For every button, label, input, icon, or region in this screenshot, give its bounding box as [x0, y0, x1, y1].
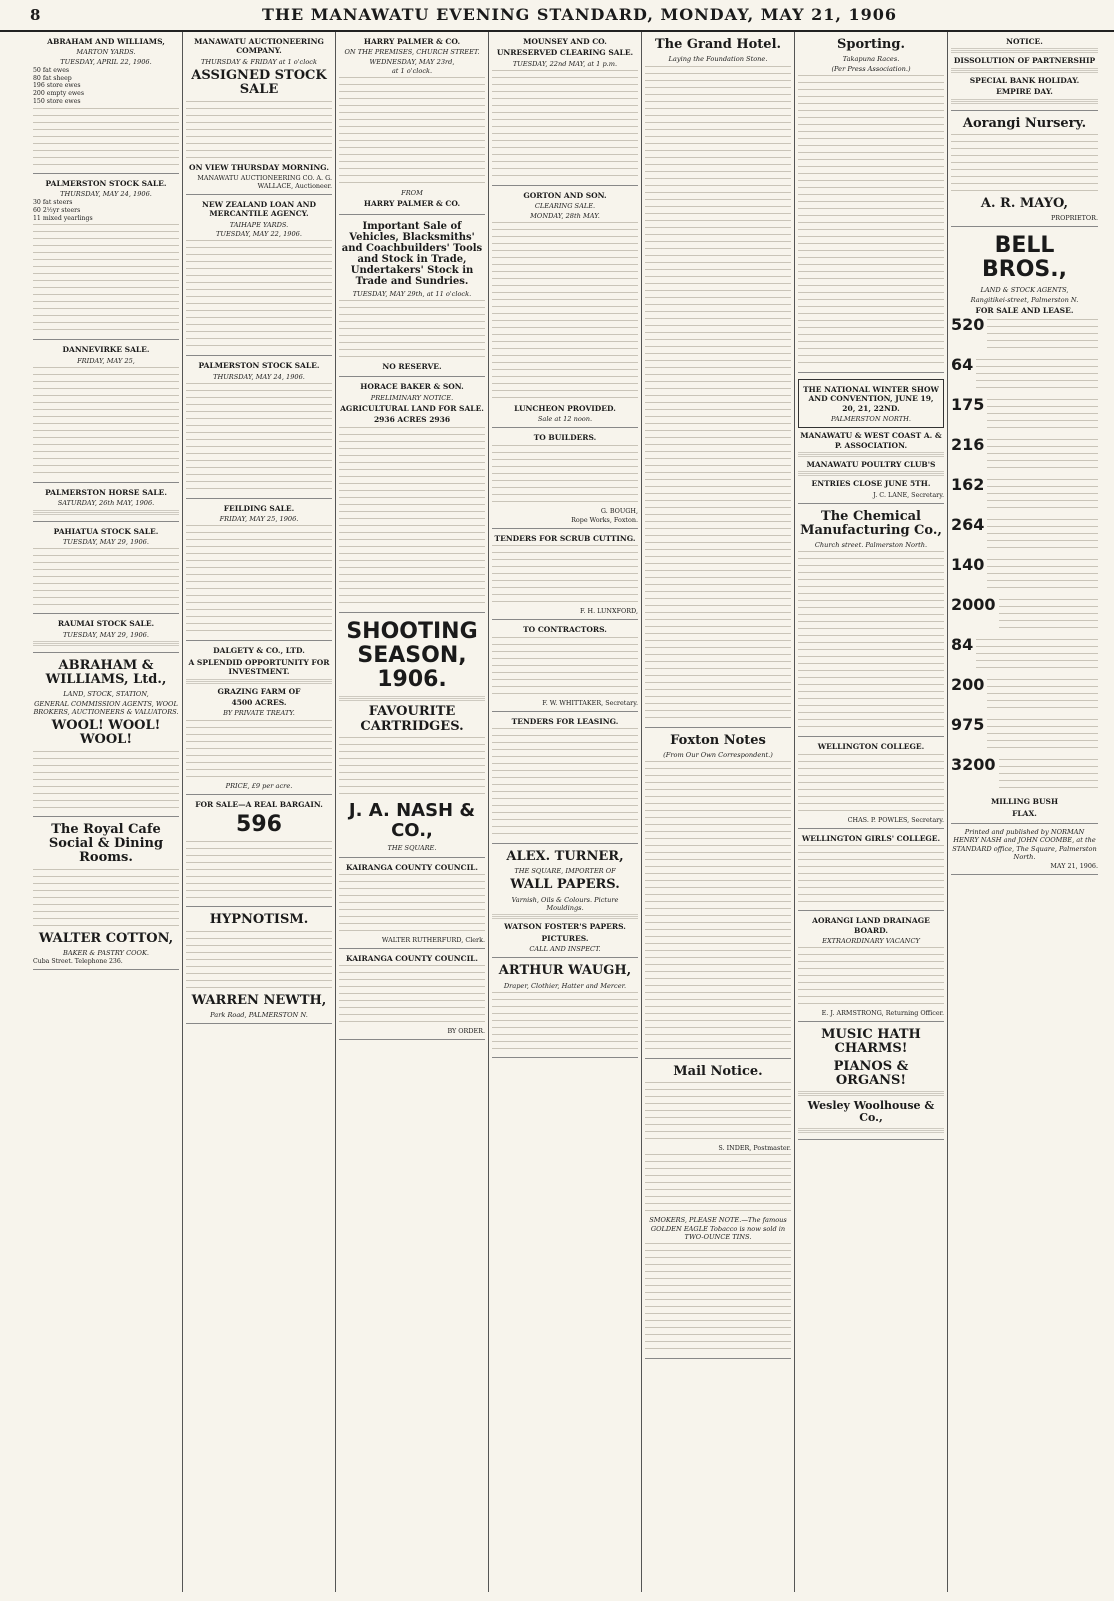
stock-line: 60 2½yr steers	[33, 206, 81, 214]
ad-title: The Royal Cafe Social & Dining Rooms.	[48, 821, 164, 866]
stock-line: 196 store ewes	[33, 82, 81, 90]
acre-figure: 175	[951, 395, 985, 415]
text-block	[492, 70, 638, 180]
ad-title: WALTER COTTON,	[38, 930, 174, 946]
stock-line: 150 store ewes	[33, 97, 81, 105]
ad-title: Wesley Woolhouse & Co.,	[807, 1099, 935, 1125]
text-block	[339, 965, 485, 1025]
text-block	[339, 696, 485, 702]
ad-heading: EMPIRE DAY.	[996, 87, 1053, 97]
ad-heading: AORANGI LAND DRAINAGE BOARD.	[812, 916, 930, 935]
text-block	[645, 66, 791, 246]
girls-college-ad	[798, 829, 944, 911]
text-block	[798, 452, 944, 458]
ad-heading: FEILDING SALE.	[223, 503, 295, 513]
text-block	[951, 99, 1098, 105]
ad-title: The Chemical Manufacturing Co.,	[800, 508, 942, 538]
ad-date: at 1 o'clock.	[391, 66, 433, 75]
imprint-date: MAY 21, 1906.	[1050, 862, 1098, 870]
ad-subheading: Church street. Palmerston North.	[814, 541, 928, 550]
show-frame	[798, 379, 944, 428]
address: Cuba Street.	[33, 958, 73, 966]
text-block	[798, 1128, 944, 1134]
article-headline: Foxton Notes	[670, 732, 766, 748]
ad-heading: PALMERSTON HORSE SALE.	[45, 488, 167, 498]
ad-date: WEDNESDAY, MAY 23rd,	[369, 57, 455, 66]
ad-date: THURSDAY & FRIDAY at 1 o'clock	[201, 57, 317, 66]
acre-listing	[951, 357, 1098, 395]
ad-date: TUESDAY, MAY 29, 1906.	[63, 630, 149, 639]
ad-heading: TENDERS FOR SCRUB CUTTING.	[494, 533, 636, 543]
signature: S. INDER, Postmaster.	[718, 1144, 791, 1153]
ad-heading: PICTURES.	[541, 933, 589, 943]
stock-line: 50 fat ewes	[33, 66, 70, 74]
text-block	[987, 319, 1098, 353]
text-block	[951, 134, 1098, 194]
price: PRICE, £9 per acre.	[225, 781, 293, 790]
ad-heading: MANAWATU & WEST COAST A. & P. ASSOCIATION.	[800, 431, 942, 450]
dannevirke-sale	[33, 340, 179, 483]
signature: MANAWATU AUCTIONEERING CO. A. G. WALLACE, Auctioneer.	[197, 173, 332, 190]
article-subheadline: (From Our Own Correspondent.)	[663, 750, 773, 759]
ad-heading: MILLING BUSH	[990, 797, 1059, 807]
text-block	[339, 427, 485, 607]
ad-title: ASSIGNED STOCK SALE	[191, 67, 327, 98]
acre-figure: 140	[951, 555, 985, 575]
ad-date: SATURDAY, 26th MAY, 1906.	[57, 499, 155, 508]
ad-title: ALEX. TURNER,	[506, 848, 624, 864]
text-block	[492, 637, 638, 697]
text-block	[645, 248, 791, 428]
text-block	[186, 720, 332, 780]
acre-listing	[951, 717, 1098, 755]
wellington-college-ad	[798, 737, 944, 828]
ad-subheading: FROM	[401, 189, 423, 198]
ad-date: TUESDAY, MAY 22, 1906.	[216, 229, 302, 238]
text-block	[492, 545, 638, 605]
hypnotism-ad	[186, 907, 332, 1024]
signature: Rope Works, Foxton.	[571, 515, 638, 524]
mail-notice	[645, 1059, 791, 1359]
column-4	[489, 32, 642, 1592]
acre-listing	[951, 677, 1098, 715]
text-block	[339, 77, 485, 187]
text-block	[798, 1091, 944, 1097]
ad-heading: TO CONTRACTORS.	[523, 625, 607, 635]
ad-date: FRIDAY, MAY 25, 1906.	[219, 515, 299, 524]
horace-baker-ad	[339, 377, 485, 612]
palmerston-sale-2	[186, 356, 332, 499]
ad-heading: FLAX.	[1012, 808, 1037, 818]
acre-figure: 200	[951, 675, 985, 695]
column-3	[336, 32, 489, 1592]
text-block	[976, 639, 1098, 673]
stock-line: 200 empty ewes	[33, 90, 85, 98]
kairanga-notice-1	[339, 858, 485, 949]
text-block	[645, 761, 791, 941]
ad-title: SHOOTING SEASON, 1906.	[346, 618, 478, 693]
stock-line: 30 fat steers	[33, 199, 73, 207]
leasing-ad	[492, 712, 638, 844]
aorangi-drainage-ad	[798, 911, 944, 1022]
address: Park Road, PALMERSTON N.	[210, 1010, 308, 1019]
acre-figure: 162	[951, 475, 985, 495]
text-block	[798, 75, 944, 255]
abraham-marton-ad	[33, 32, 179, 174]
masthead	[0, 0, 1114, 32]
pahiatua-sale	[33, 522, 179, 615]
text-block	[33, 367, 179, 477]
ad-subheading: PALMERSTON NORTH.	[831, 414, 911, 423]
ad-subheading: Rangitikei-street, Palmerston N.	[970, 295, 1079, 304]
ad-date: TUESDAY, APRIL 22, 1906.	[60, 57, 152, 66]
ad-heading: LUNCHEON PROVIDED.	[514, 403, 616, 413]
feilding-sale	[186, 499, 332, 642]
ad-subheading: CALL AND INSPECT.	[529, 944, 601, 953]
text-block	[186, 383, 332, 493]
column-7	[948, 32, 1101, 1592]
vehicles-sale-ad	[339, 215, 485, 378]
acre-listing	[951, 517, 1098, 555]
text-block	[951, 68, 1098, 74]
wool-heading: WOOL! WOOL! WOOL!	[51, 718, 161, 748]
ad-heading: PALMERSTON STOCK SALE.	[45, 178, 167, 188]
shooting-ad	[339, 613, 485, 858]
palmerston-stock-sale	[33, 174, 179, 341]
text-block	[798, 947, 944, 1007]
text-block	[951, 48, 1098, 54]
text-block	[987, 519, 1098, 553]
ad-heading: DISSOLUTION OF PARTNERSHIP	[953, 56, 1096, 66]
acre-figure: 264	[951, 515, 985, 535]
text-block	[798, 754, 944, 814]
ad-heading: WATSON FOSTER'S PAPERS.	[504, 922, 626, 932]
ad-title: A. R. MAYO,	[980, 195, 1069, 211]
horse-sale	[33, 483, 179, 522]
article-headline: The Grand Hotel.	[654, 37, 782, 52]
text-block	[33, 224, 179, 334]
ad-subheading: LAND & STOCK AGENTS,	[980, 286, 1069, 295]
manawatu-auction-ad	[186, 32, 332, 195]
ad-heading: PAHIATUA STOCK SALE.	[53, 526, 159, 536]
signature: F. H. LUNXFORD,	[580, 607, 638, 616]
ad-heading: WELLINGTON GIRLS' COLLEGE.	[801, 833, 941, 843]
ad-date: FRIDAY, MAY 25,	[77, 356, 135, 365]
ad-heading: FOR SALE AND LEASE.	[975, 305, 1074, 315]
ad-title: BELL BROS.,	[982, 233, 1067, 283]
text-block	[999, 759, 1098, 793]
text-block	[645, 943, 791, 1053]
nz-loan-ad	[186, 195, 332, 356]
acre-figure: 64	[951, 355, 974, 375]
raumai-sale	[33, 614, 179, 653]
acre-listing	[951, 437, 1098, 475]
page-number: 8	[30, 6, 41, 24]
kairanga-notice-2	[339, 949, 485, 1040]
ad-heading: TO BUILDERS.	[533, 433, 597, 443]
text-block	[798, 845, 944, 905]
ad-title: Aorangi Nursery.	[962, 115, 1087, 131]
text-block	[186, 931, 332, 991]
harry-palmer-ad	[339, 32, 485, 215]
text-block	[798, 257, 944, 367]
column-5	[642, 32, 795, 1592]
newspaper-title: THE MANAWATU EVENING STANDARD, MONDAY, MAY 21, 1906	[262, 5, 898, 24]
ad-title: WARREN NEWTH,	[191, 992, 327, 1008]
acre-listing	[951, 597, 1098, 635]
signature: J. C. LANE, Secretary.	[873, 490, 944, 499]
ad-heading: KAIRANGA COUNTY COUNCIL.	[346, 954, 478, 964]
column-1	[30, 32, 183, 1592]
gorton-ad	[492, 186, 638, 428]
ad-title: MUSIC HATH CHARMS!	[821, 1027, 921, 1057]
ad-date: TUESDAY, 22nd MAY, at 1 p.m.	[512, 59, 618, 68]
acre-listing	[951, 637, 1098, 675]
phone: Telephone 236.	[74, 958, 123, 966]
text-block	[492, 445, 638, 505]
ad-heading: NOTICE.	[1006, 37, 1043, 46]
ad-heading: HORACE BAKER & SON.	[360, 382, 464, 392]
acre-list	[951, 317, 1098, 795]
text-block	[987, 679, 1098, 713]
ad-heading: DALGETY & CO., LTD.	[213, 646, 305, 656]
music-ad	[798, 1022, 944, 1139]
text-block	[186, 679, 332, 685]
ad-heading: NO RESERVE.	[382, 361, 442, 371]
ad-heading: GORTON AND SON.	[523, 190, 607, 200]
foxton-notes-article	[645, 728, 791, 1060]
ad-subheading: ON THE PREMISES, CHURCH STREET.	[344, 48, 480, 57]
text-block	[339, 300, 485, 360]
text-block	[492, 992, 638, 1052]
text-block	[33, 869, 179, 929]
ad-subheading: THE SQUARE, IMPORTER OF	[514, 867, 616, 876]
text-block	[645, 1082, 791, 1142]
text-block	[987, 719, 1098, 753]
contractors-ad	[492, 620, 638, 711]
ad-subheading: Draper, Clothier, Hatter and Mercer.	[503, 981, 627, 990]
ad-heading: ABRAHAM AND WILLIAMS,	[47, 37, 165, 46]
article-subheadline: (Per Press Association.)	[831, 64, 911, 73]
ad-heading: KAIRANGA COUNTY COUNCIL.	[346, 862, 478, 872]
ad-heading: FOR SALE—A REAL BARGAIN.	[195, 799, 323, 809]
abraham-williams-ad	[33, 653, 179, 817]
signature: E. J. ARMSTRONG, Returning Officer.	[821, 1009, 944, 1018]
ad-subheading: Varnish, Oils & Colours. Picture Mouldings.	[511, 895, 619, 912]
signature: F. W. WHITTAKER, Secretary.	[542, 698, 638, 707]
text-block	[798, 551, 944, 731]
ad-heading: ENTRIES CLOSE JUNE 5TH.	[811, 479, 931, 489]
ad-subheading: MARTON YARDS.	[76, 48, 136, 57]
ad-heading: HARRY PALMER & CO.	[363, 199, 461, 209]
text-block	[999, 599, 1098, 633]
acre-listing	[951, 757, 1098, 795]
scrub-cutting-ad	[492, 529, 638, 620]
ad-date: TUESDAY, MAY 29th, at 11 o'clock.	[352, 289, 472, 298]
text-block	[987, 559, 1098, 593]
signature: WALTER RUTHERFURD, Clerk.	[381, 936, 485, 945]
mounsey-ad	[492, 32, 638, 186]
text-block	[492, 728, 638, 838]
column-2	[183, 32, 336, 1592]
ad-heading: NEW ZEALAND LOAN AND MERCANTILE AGENCY.	[202, 199, 316, 219]
acre-figure: 216	[951, 435, 985, 455]
text-block	[987, 439, 1098, 473]
imprint	[951, 824, 1098, 875]
waugh-ad	[492, 958, 638, 1058]
ad-date: THURSDAY, MAY 24, 1906.	[60, 189, 152, 198]
article-headline: Mail Notice.	[673, 1064, 763, 1080]
text-block	[186, 101, 332, 161]
ad-date: MONDAY, 28th MAY.	[530, 211, 600, 220]
ad-title: J. A. NASH & CO.,	[348, 799, 476, 841]
builders-ad	[492, 428, 638, 528]
acre-figure: 975	[951, 715, 985, 735]
ad-subheading: GENERAL COMMISSION AGENTS, WOOL BROKERS, AUCTIONEERS & VALUATORS.	[33, 699, 179, 716]
ad-title: HYPNOTISM.	[209, 912, 309, 928]
acres-figure: 596	[236, 812, 282, 838]
text-block	[33, 510, 179, 516]
imprint-text: Printed and published by NORMAN HENRY NASH and JOHN COOMBE, at the STANDARD office, The Square, Palmerston North.	[952, 828, 1097, 861]
ad-date: THURSDAY, MAY 24, 1906.	[213, 372, 305, 381]
acre-listing	[951, 477, 1098, 515]
ad-heading: MANAWATU AUCTIONEERING COMPANY.	[194, 37, 324, 56]
stock-line: 80 fat sheep	[33, 74, 72, 82]
ad-heading: UNRESERVED CLEARING SALE.	[496, 48, 634, 58]
ad-heading: MANAWATU POULTRY CLUB'S	[806, 459, 936, 469]
text-block	[492, 222, 638, 402]
ad-title: PIANOS & ORGANS!	[833, 1058, 909, 1089]
dalgety-ad	[186, 641, 332, 794]
article-subheadline: Laying the Foundation Stone.	[668, 55, 768, 64]
acres-figure: 2936 ACRES 2936	[373, 415, 451, 425]
acre-figure: 84	[951, 635, 974, 655]
ad-subheading: Sale at 12 noon.	[537, 415, 593, 424]
columns	[30, 32, 1104, 1592]
ad-title: ABRAHAM & WILLIAMS, Ltd.,	[45, 657, 167, 688]
text-block	[186, 841, 332, 901]
text-block	[186, 240, 332, 350]
signature: BY ORDER.	[447, 1027, 485, 1036]
ad-heading: RAUMAI STOCK SALE.	[57, 619, 155, 629]
ad-title: Important Sale of Vehicles, Blacksmiths' and Coachbuilders' Tools and Stock in Trade, Undertakers' Stock in Trade and Sundries.	[341, 220, 483, 287]
ad-subheading: LAND, STOCK, STATION,	[63, 690, 149, 699]
text-block	[976, 359, 1098, 393]
text-block	[987, 479, 1098, 513]
signature: PROPRIETOR.	[1051, 214, 1098, 223]
ad-heading: SPECIAL BANK HOLIDAY.	[969, 75, 1080, 85]
winter-show-ad	[798, 373, 944, 504]
text-block	[33, 641, 179, 647]
ad-subheading: EXTRAORDINARY VACANCY	[822, 936, 920, 945]
ad-subheading: PRELIMINARY NOTICE.	[370, 393, 454, 402]
ad-heading: HARRY PALMER & CO.	[363, 37, 461, 46]
signature: G. BOUGH,	[600, 506, 638, 515]
text-block	[339, 874, 485, 934]
acre-listing	[951, 557, 1098, 595]
text-block	[33, 751, 179, 811]
turner-ad	[492, 844, 638, 958]
notice-ad	[951, 32, 1098, 111]
text-block	[33, 548, 179, 608]
ad-heading: GRAZING FARM OF	[217, 686, 301, 696]
ad-heading: WELLINGTON COLLEGE.	[817, 742, 925, 752]
ad-subheading: BY PRIVATE TREATY.	[223, 709, 295, 718]
ad-title: ARTHUR WAUGH,	[498, 963, 632, 979]
ad-subheading: TAIHAPE YARDS.	[229, 220, 289, 229]
ad-subheading: BAKER & PASTRY COOK.	[63, 948, 149, 957]
text-block	[987, 399, 1098, 433]
ad-heading: PALMERSTON STOCK SALE.	[198, 361, 320, 371]
ad-heading: DANNEVIRKE SALE.	[62, 345, 150, 355]
text-block	[645, 1154, 791, 1214]
acre-listing	[951, 397, 1098, 435]
ad-title: FAVOURITE CARTRIDGES.	[360, 704, 464, 734]
nursery-ad	[951, 111, 1098, 228]
text-block	[33, 108, 179, 168]
acre-figure: 520	[951, 315, 985, 335]
stock-line: 11 mixed yearlings	[33, 214, 93, 222]
signature: CHAS. P. POWLES, Secretary.	[847, 815, 944, 824]
royal-cafe-ad	[33, 817, 179, 970]
ad-heading: 4500 ACRES.	[231, 697, 287, 707]
grand-hotel-article	[645, 32, 791, 728]
text-block	[645, 612, 791, 722]
text-block	[645, 430, 791, 610]
ad-heading: THE NATIONAL WINTER SHOW AND CONVENTION, JUNE 19, 20, 21, 22ND.	[803, 384, 939, 413]
text-block	[798, 471, 944, 477]
article-subheadline: Takapuna Races.	[842, 55, 900, 64]
sporting-article	[798, 32, 944, 373]
text-block	[645, 1243, 791, 1353]
text-block	[186, 525, 332, 635]
ad-subheading: CLEARING SALE.	[534, 202, 596, 211]
chemical-ad	[798, 504, 944, 738]
acre-figure: 2000	[951, 595, 996, 615]
ad-heading: AGRICULTURAL LAND FOR SALE.	[340, 403, 484, 413]
acre-figure: 3200	[951, 755, 996, 775]
ad-heading: A SPLENDID OPPORTUNITY FOR INVESTMENT.	[188, 657, 330, 677]
acre-listing	[951, 317, 1098, 355]
bargain-ad	[186, 795, 332, 908]
ad-heading: MOUNSEY AND CO.	[523, 37, 607, 46]
text-block	[492, 914, 638, 920]
ad-date: TUESDAY, MAY 29, 1906.	[63, 538, 149, 547]
bell-bros-ad	[951, 227, 1098, 824]
ad-heading: ON VIEW THURSDAY MORNING.	[189, 162, 329, 172]
article-headline: Sporting.	[836, 37, 905, 52]
smokers-notice: SMOKERS, PLEASE NOTE.—The famous GOLDEN EAGLE Tobacco is now sold in TWO-OUNCE TINS.	[649, 1216, 787, 1241]
ad-title: WALL PAPERS.	[510, 877, 620, 893]
text-block	[339, 737, 485, 797]
ad-subheading: THE SQUARE.	[387, 844, 437, 853]
column-6	[795, 32, 948, 1592]
ad-heading: TENDERS FOR LEASING.	[511, 716, 619, 726]
